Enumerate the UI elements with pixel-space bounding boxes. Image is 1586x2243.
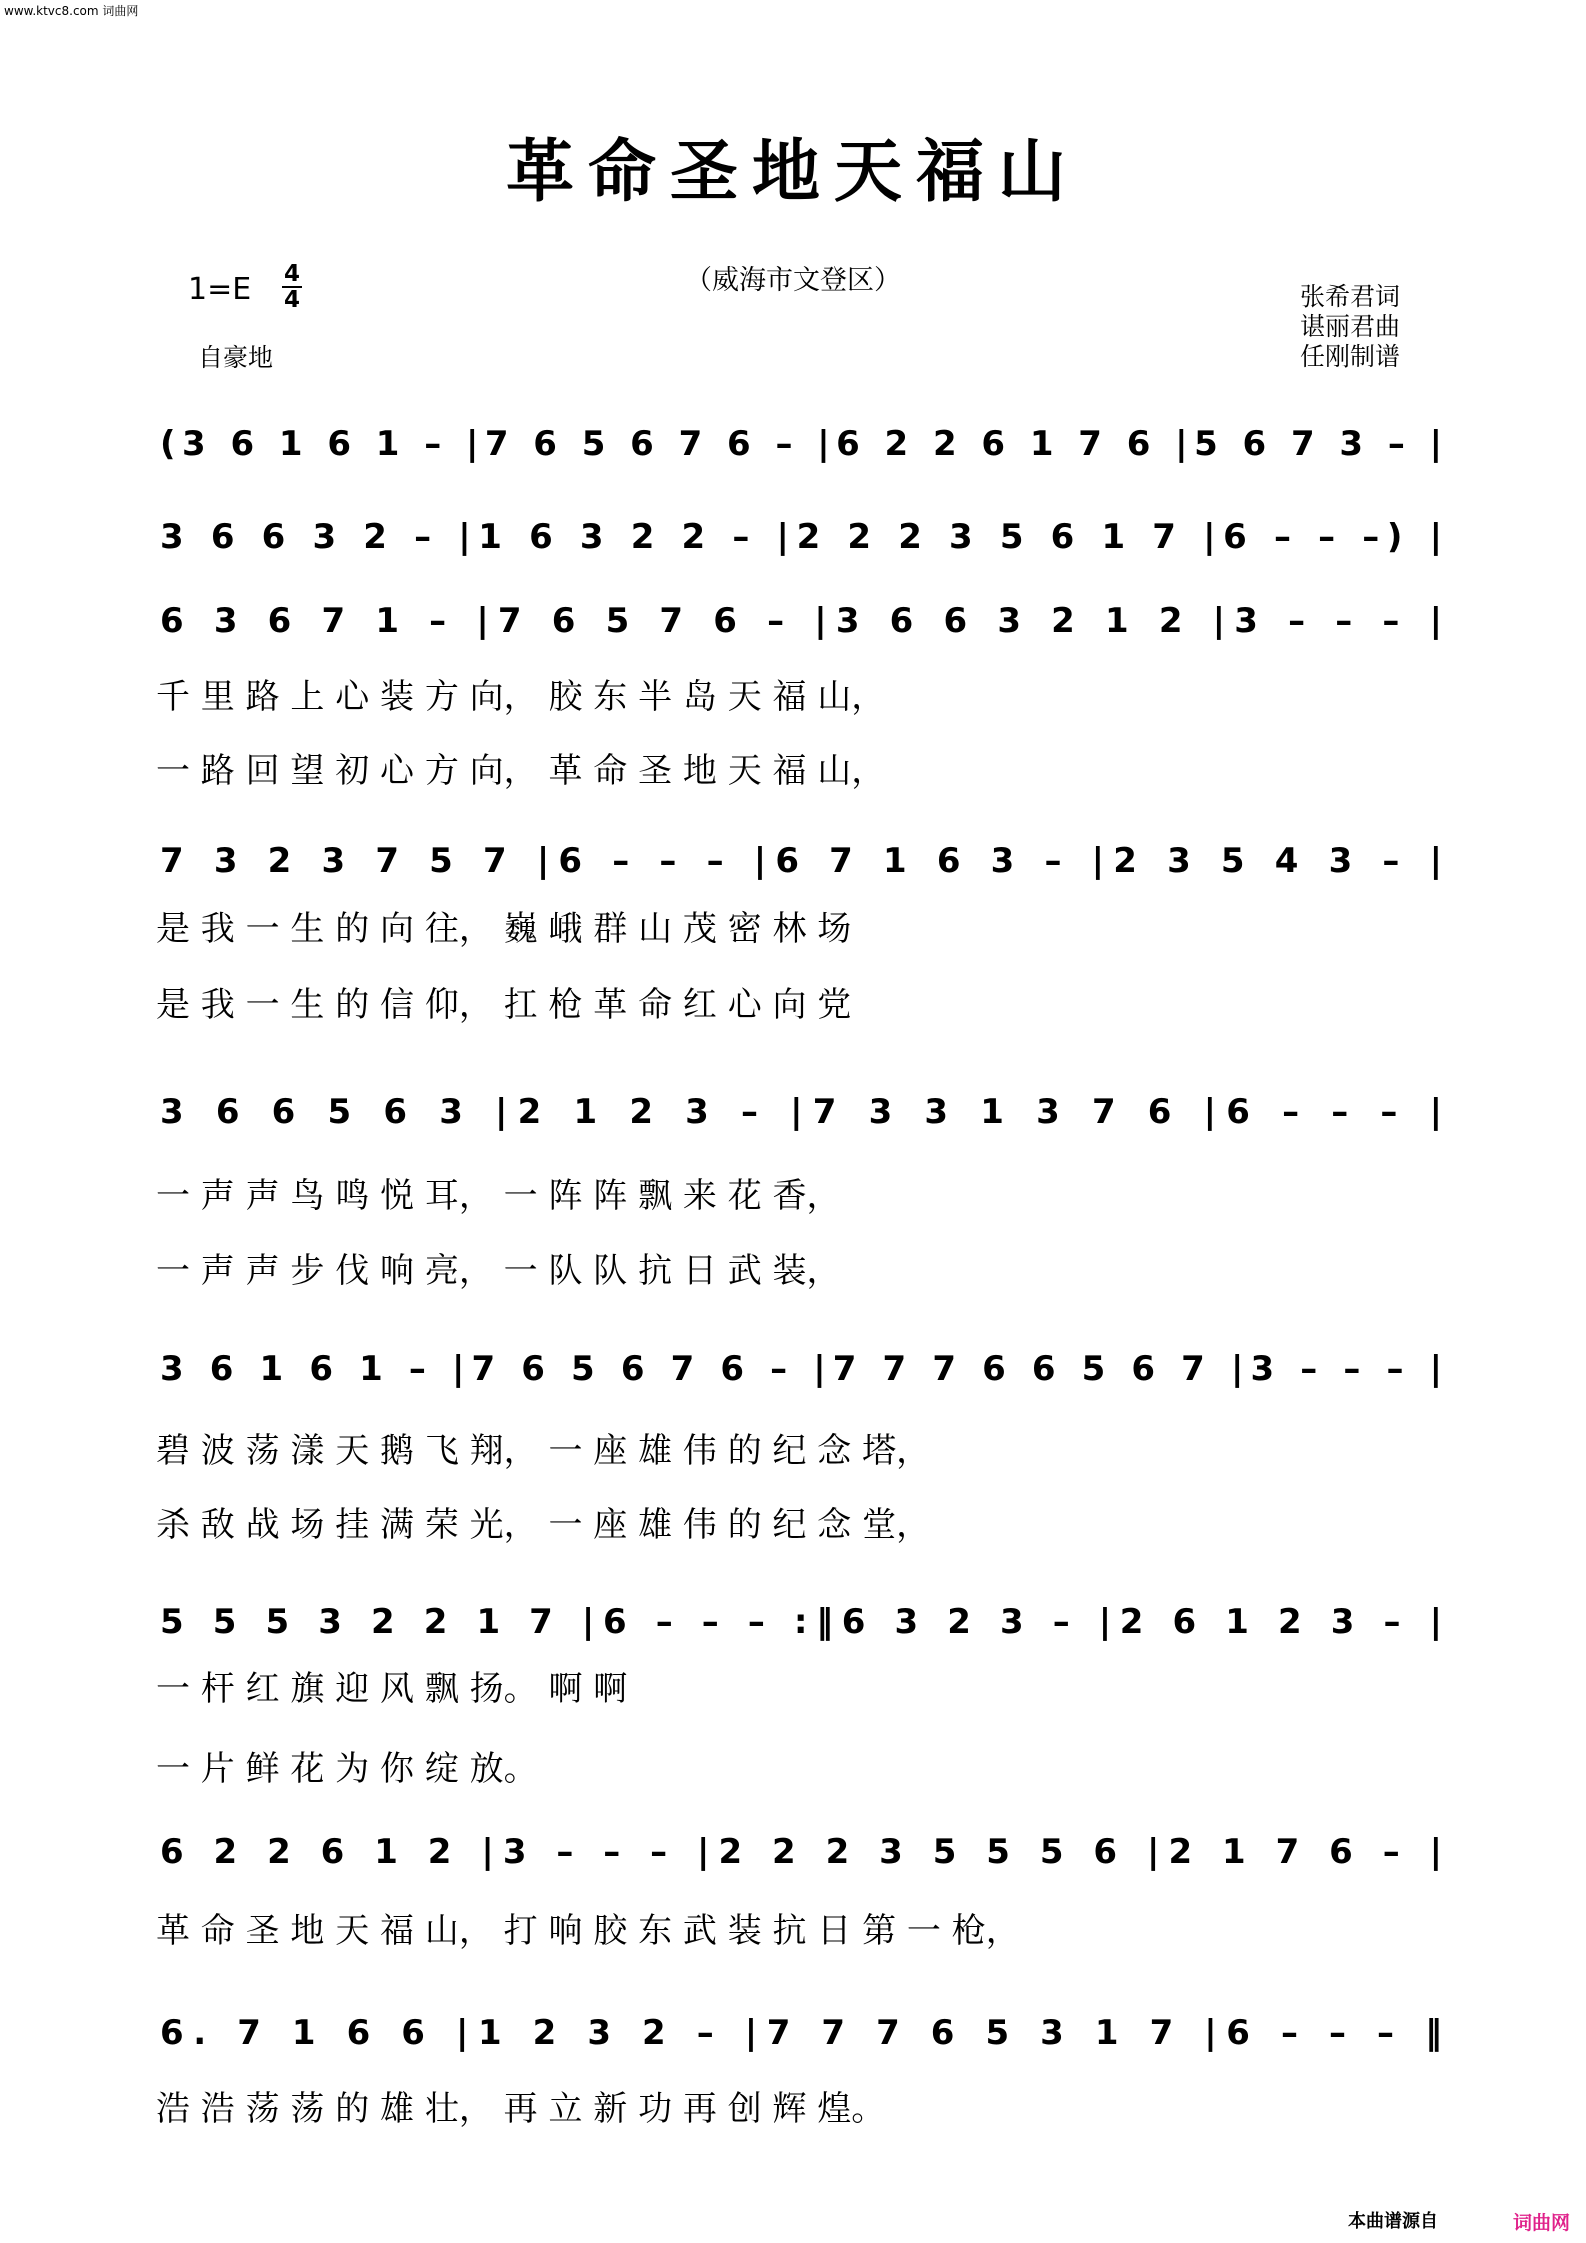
tempo-mood: 自豪地 [198,343,274,372]
notation-row: 3 6 1 6 1 – |7 6 5 6 7 6 – |7 7 7 6 6 5 6 7 |3 – – – | [160,1349,1443,1389]
lyric-line: 浩 浩 荡 荡 的 雄 壮， 再 立 新 功 再 创 辉 煌。 [156,2089,886,2129]
composer-credit: 谌丽君曲 [1299,312,1400,341]
lyric-line: 一 路 回 望 初 心 方 向， 革 命 圣 地 天 福 山， [156,751,886,791]
footer-source: 本曲谱源自 [1348,2211,1438,2232]
lyricist-credit: 张希君词 [1299,282,1400,311]
site-watermark: www.ktvc8.com 词曲网 [4,4,139,18]
notation-row: 6 2 2 6 1 2 |3 – – – |2 2 2 3 5 5 5 6 |2 1 7 6 – | [160,1832,1443,1872]
song-place: （威海市文登区） [685,265,901,296]
lyric-line: 革 命 圣 地 天 福 山， 打 响 胶 东 武 装 抗 日 第 一 枪， [156,1911,1020,1951]
notation-row: (3 6 1 6 1 – |7 6 5 6 7 6 – |6 2 2 6 1 7 6 |5 6 7 3 – | [160,424,1442,464]
meter-bottom: 4 [283,287,300,313]
notation-row: 5 5 5 3 2 2 1 7 |6 – – – :‖6 3 2 3 – |2 6 1 2 3 – | [160,1602,1442,1642]
lyric-line: 一 杆 红 旗 迎 风 飘 扬。 啊 啊 [156,1669,628,1709]
song-title: 革命圣地天福山 [505,132,1080,212]
lyric-line: 碧 波 荡 漾 天 鹅 飞 翔， 一 座 雄 伟 的 纪 念 塔， [156,1431,931,1471]
footer-logo: 词曲网 [1512,2212,1570,2234]
lyric-line: 杀 敌 战 场 挂 满 荣 光， 一 座 雄 伟 的 纪 念 堂， [156,1505,931,1545]
notation-row: 7 3 2 3 7 5 7 |6 – – – |6 7 1 6 3 – |2 3 5 4 3 – | [160,841,1442,881]
copyist-credit: 任刚制谱 [1299,342,1400,371]
lyric-line: 一 片 鲜 花 为 你 绽 放。 [156,1749,538,1789]
meter-top: 4 [283,261,300,287]
lyric-line: 一 声 声 鸟 鸣 悦 耳， 一 阵 阵 飘 来 花 香， [156,1176,841,1216]
lyric-line: 一 声 声 步 伐 响 亮， 一 队 队 抗 日 武 装， [156,1251,841,1291]
lyric-line: 是 我 一 生 的 向 往， 巍 峨 群 山 茂 密 林 场 [156,909,852,949]
lyric-line: 千 里 路 上 心 装 方 向， 胶 东 半 岛 天 福 山， [156,677,886,717]
notation-row: 3 6 6 3 2 – |1 6 3 2 2 – |2 2 2 3 5 6 1 7 |6 – – –) | [160,517,1443,557]
lyric-line: 是 我 一 生 的 信 仰， 扛 枪 革 命 红 心 向 党 [156,985,852,1025]
key-signature: 1=E [188,272,252,307]
notation-row: 6 3 6 7 1 – |7 6 5 7 6 – |3 6 6 3 2 1 2 |3 – – – | [160,601,1442,641]
notation-row: 3 6 6 5 6 3 |2 1 2 3 – |7 3 3 1 3 7 6 |6 – – – | [160,1092,1443,1132]
notation-row: 6. 7 1 6 6 |1 2 3 2 – |7 7 7 6 5 3 1 7 |6 – – – ‖ [160,2013,1442,2053]
